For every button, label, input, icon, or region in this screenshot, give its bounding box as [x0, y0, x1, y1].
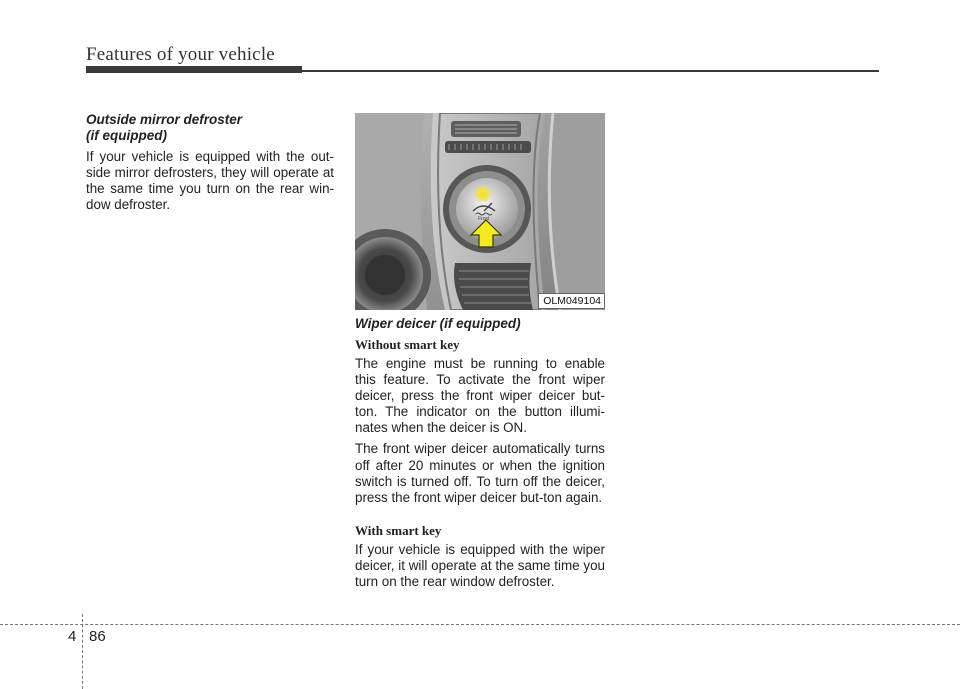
with-smart-key-paragraph: If your vehicle is equipped with the wiper deicer, it will operate at the same time you turn on the rear window defroster.	[355, 541, 605, 590]
subtitle-without-smart-key: Without smart key	[355, 337, 460, 352]
section-title-mirror-defroster	[86, 112, 334, 144]
page-number: 86	[89, 628, 106, 645]
chapter-number: 4	[68, 628, 77, 645]
footer-divider	[82, 614, 83, 689]
page-header-title: Features of your vehicle	[86, 44, 275, 65]
without-smart-key-paragraph-2: The front wiper deicer automatically turns off after 20 minutes or when the ignition switch is turned off. To turn off the deicer, press the front wiper deicer but-ton again.	[355, 441, 605, 505]
mirror-defroster-paragraph: If your vehicle is equipped with the out-side mirror defrosters, they will operate at the same time you turn on the rear win-dow defroster.	[86, 149, 334, 213]
subtitle-with-smart-key: With smart key	[355, 522, 442, 538]
header-rule-accent	[86, 66, 302, 73]
figure-button-label: Frost	[478, 216, 490, 222]
wiper-deicer-figure	[355, 113, 605, 310]
left-column	[86, 112, 334, 218]
section-title-line2: (if equipped)	[86, 128, 167, 143]
right-column	[355, 316, 605, 595]
section-title-wiper-deicer: Wiper deicer (if equipped)	[355, 316, 521, 331]
figure-code: OLM049104	[538, 293, 605, 309]
dashboard-illustration	[355, 113, 605, 310]
footer-rule	[0, 624, 960, 625]
section-title-line1: Outside mirror defroster	[86, 112, 243, 127]
without-smart-key-paragraph-1: The engine must be running to enable this feature. To activate the front wiper deicer, press the front wiper deicer but-ton. The indicator on the button illumi-nates when the deicer is ON.	[355, 356, 605, 436]
